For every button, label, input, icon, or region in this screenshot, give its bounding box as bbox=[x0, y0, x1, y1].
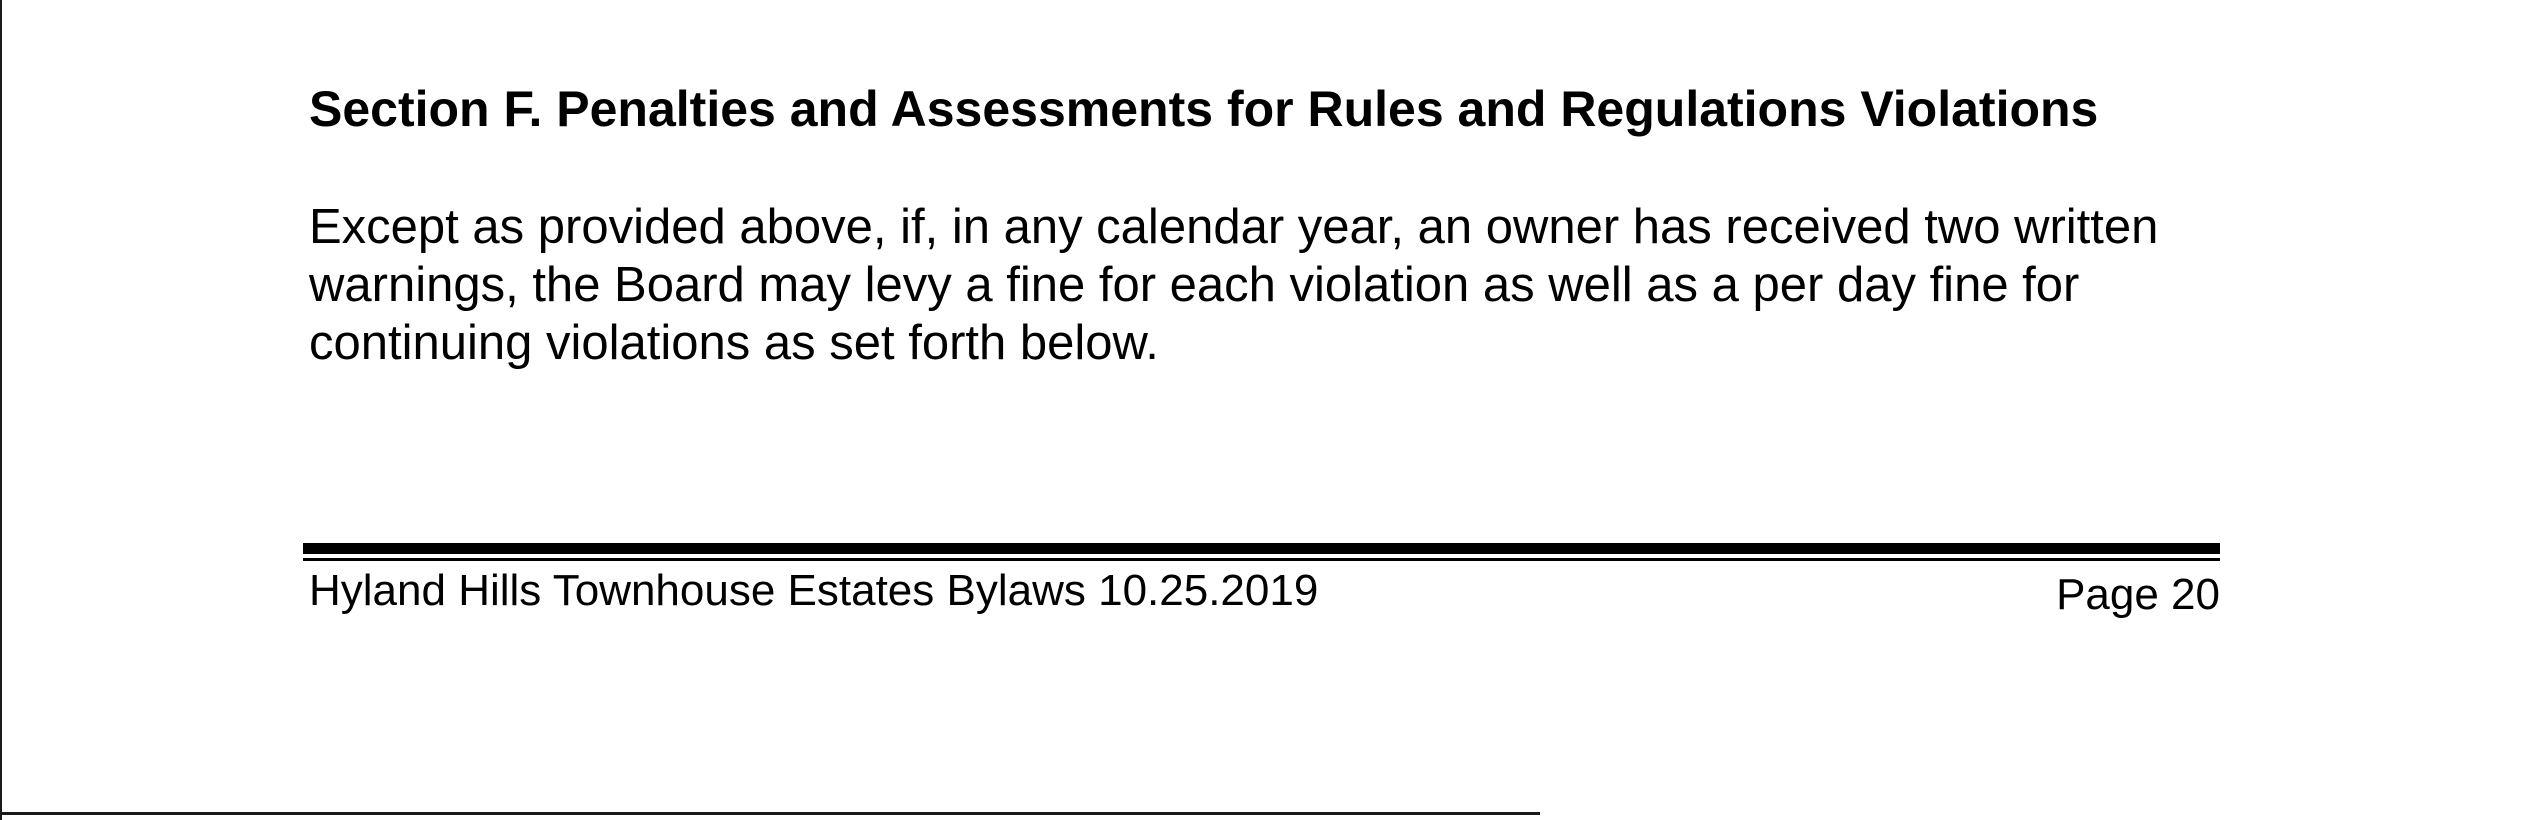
footer-rule-thin bbox=[303, 558, 2220, 561]
body-paragraph: Except as provided above, if, in any calendar year, an owner has received two written warnings, the Board may levy a fine for each violation as well as a per day fine for continuing violations as set forth below. bbox=[309, 200, 2159, 370]
section-heading: Section F. Penalties and Assessments for Rules and Regulations Violations bbox=[309, 81, 2099, 137]
footer-document-title: Hyland Hills Townhouse Estates Bylaws 10.25.2019 bbox=[309, 566, 1319, 615]
scan-edge-left bbox=[0, 0, 2, 820]
footer-rule-thick bbox=[303, 543, 2220, 554]
footer-page-number: Page 20 bbox=[2056, 570, 2220, 619]
scan-edge-bottom bbox=[0, 812, 1540, 815]
